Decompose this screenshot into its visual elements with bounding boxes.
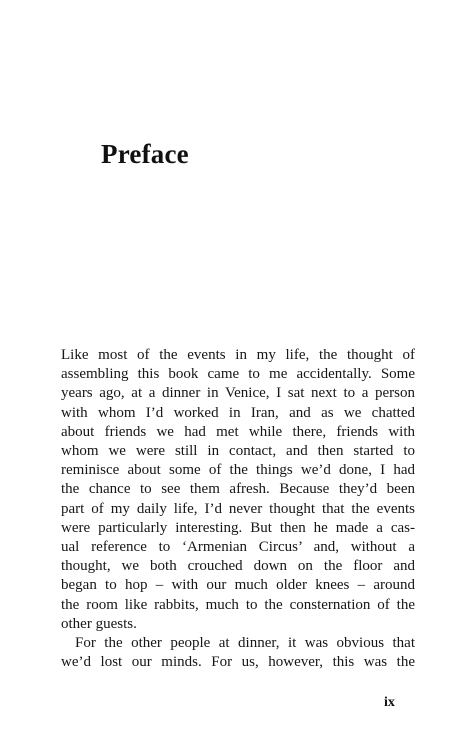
text-line: part of my daily life, I’d never thought that the events [61, 500, 415, 517]
text-line: about friends we had met while there, friends with [61, 423, 415, 440]
text-line: reminisce about some of the things we’d done, I had [61, 462, 415, 479]
paragraph-1 [61, 346, 415, 634]
text-line: we’d lost our minds. For us, however, this was the [61, 654, 415, 671]
text-line: Like most of the events in my life, the thought of [61, 347, 415, 363]
text-line: whom we were still in contact, and then started to [61, 443, 415, 460]
preface-body [61, 346, 415, 672]
text-line: with whom I’d worked in Iran, and as we chatted [61, 404, 415, 421]
paragraph-2 [61, 634, 415, 672]
text-line: For the other people at dinner, it was obvious that [75, 635, 415, 652]
text-line: were particularly interesting. But then he made a cas- [61, 519, 415, 536]
text-line: assembling this book came to me accidentally. Some [61, 366, 415, 383]
text-line: the room like rabbits, much to the consternation of the [61, 596, 415, 613]
text-line: years ago, at a dinner in Venice, I sat next to a person [61, 385, 415, 402]
text-line: ual reference to ‘Armenian Circus’ and, without a [61, 539, 415, 556]
text-line: other guests. [61, 615, 137, 632]
page-title: Preface [101, 139, 189, 169]
text-line: thought, we both crouched down on the floor and [61, 558, 415, 575]
text-line: the chance to see them afresh. Because they’d been [61, 481, 415, 498]
page-number: ix [384, 695, 395, 710]
text-line: began to hop – with our much older knees – around [61, 577, 415, 594]
